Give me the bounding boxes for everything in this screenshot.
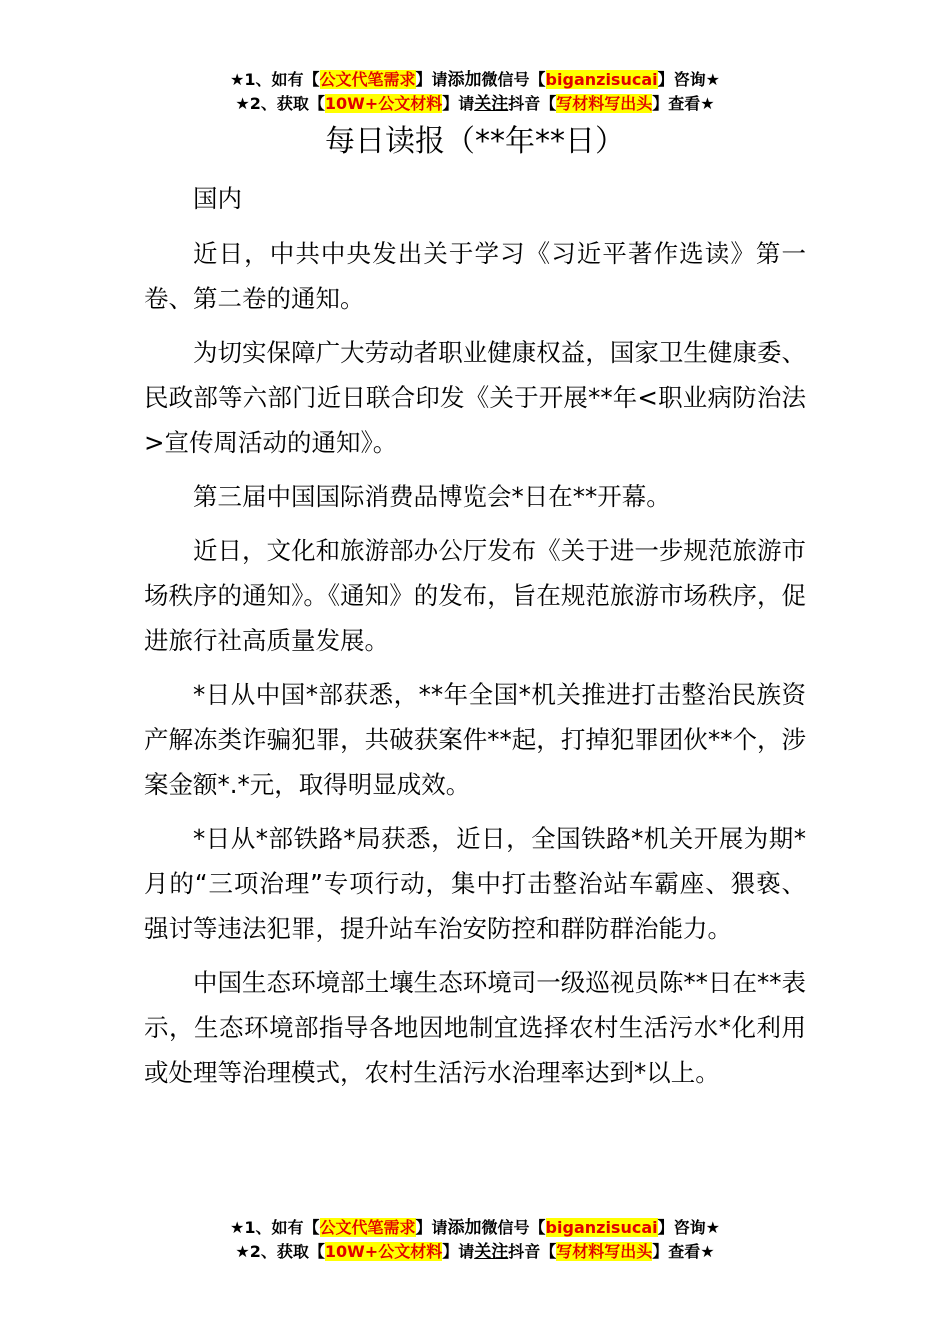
banner-highlight-materials: 10W+公文材料 [324, 94, 443, 113]
banner-line-1 [0, 1216, 950, 1240]
news-paragraph: *日从中国*部获悉，**年全国*机关推进打击整治民族资产解冻类诈骗犯罪，共破获案件**起，打掉犯罪团伙**个，涉案金额*.*元，取得明显成效。 [144, 680, 806, 799]
banner-highlight-materials: 10W+公文材料 [324, 1242, 443, 1261]
banner-emphasis: 关注 [474, 94, 509, 114]
banner-suffix: 】查看★ [652, 1242, 715, 1261]
banner-line-2 [0, 1240, 950, 1264]
banner-prefix: ★2、获取【 [235, 94, 325, 113]
news-paragraph: 近日，文化和旅游部办公厅发布《关于进一步规范旅游市场秩序的通知》。《通知》的发布，旨在规范旅游市场秩序，促进旅行社高质量发展。 [144, 536, 806, 655]
banner-prefix: ★1、如有【 [230, 1218, 320, 1237]
banner-text: 】请 [415, 1218, 448, 1237]
banner-emphasis: 关注 [474, 1242, 509, 1262]
news-paragraph: 第三届中国国际消费品博览会*日在**开幕。 [193, 482, 671, 511]
banner-prefix: ★1、如有【 [230, 70, 320, 89]
news-paragraph: *日从*部铁路*局获悉，近日，全国铁路*机关开展为期*月的“三项治理”专项行动，集中打击整治站车霸座、猥亵、强讨等违法犯罪，提升站车治安防控和群防群治能力。 [144, 824, 806, 943]
banner-suffix: 】查看★ [652, 94, 715, 113]
section-heading: 国内 [193, 184, 242, 213]
banner-highlight-wechat-id: biganzisucai [545, 70, 658, 89]
banner-text: 微信号【 [481, 1218, 546, 1237]
banner-line-2 [0, 92, 950, 116]
banner-line-1 [0, 68, 950, 92]
banner-highlight-douyin-id: 写材料写出头 [556, 1242, 653, 1261]
banner-suffix: 】咨询★ [657, 70, 720, 89]
news-paragraph: 中国生态环境部土壤生态环境司一级巡视员陈**日在**表示，生态环境部指导各地因地制宜选择农村生活污水*化利用或处理等治理模式，农村生活污水治理率达到*以上。 [144, 968, 806, 1087]
banner-text: 抖音【 [508, 1242, 557, 1261]
document-title: 每日读报（**年**日） [325, 124, 625, 159]
news-paragraph: 为切实保障广大劳动者职业健康权益，国家卫生健康委、民政部等六部门近日联合印发《关于开展**年<职业病防治法>宣传周活动的通知》。 [144, 338, 806, 457]
banner-emphasis: 添加 [447, 70, 482, 90]
footer-banner [0, 1216, 950, 1264]
banner-text: 】请 [442, 1242, 475, 1261]
banner-emphasis: 添加 [447, 1218, 482, 1238]
banner-text: 】请 [415, 70, 448, 89]
banner-highlight-wechat-id: biganzisucai [545, 1218, 658, 1237]
banner-text: 抖音【 [508, 94, 557, 113]
banner-text: 】请 [442, 94, 475, 113]
news-paragraph: 近日，中共中央发出关于学习《习近平著作选读》第一卷、第二卷的通知。 [144, 239, 806, 313]
banner-prefix: ★2、获取【 [235, 1242, 325, 1261]
banner-highlight-douyin-id: 写材料写出头 [556, 94, 653, 113]
document-body [144, 176, 806, 1104]
header-banner [0, 68, 950, 116]
banner-suffix: 】咨询★ [657, 1218, 720, 1237]
banner-highlight-service: 公文代笔需求 [319, 1218, 416, 1237]
banner-text: 微信号【 [481, 70, 546, 89]
banner-highlight-service: 公文代笔需求 [319, 70, 416, 89]
